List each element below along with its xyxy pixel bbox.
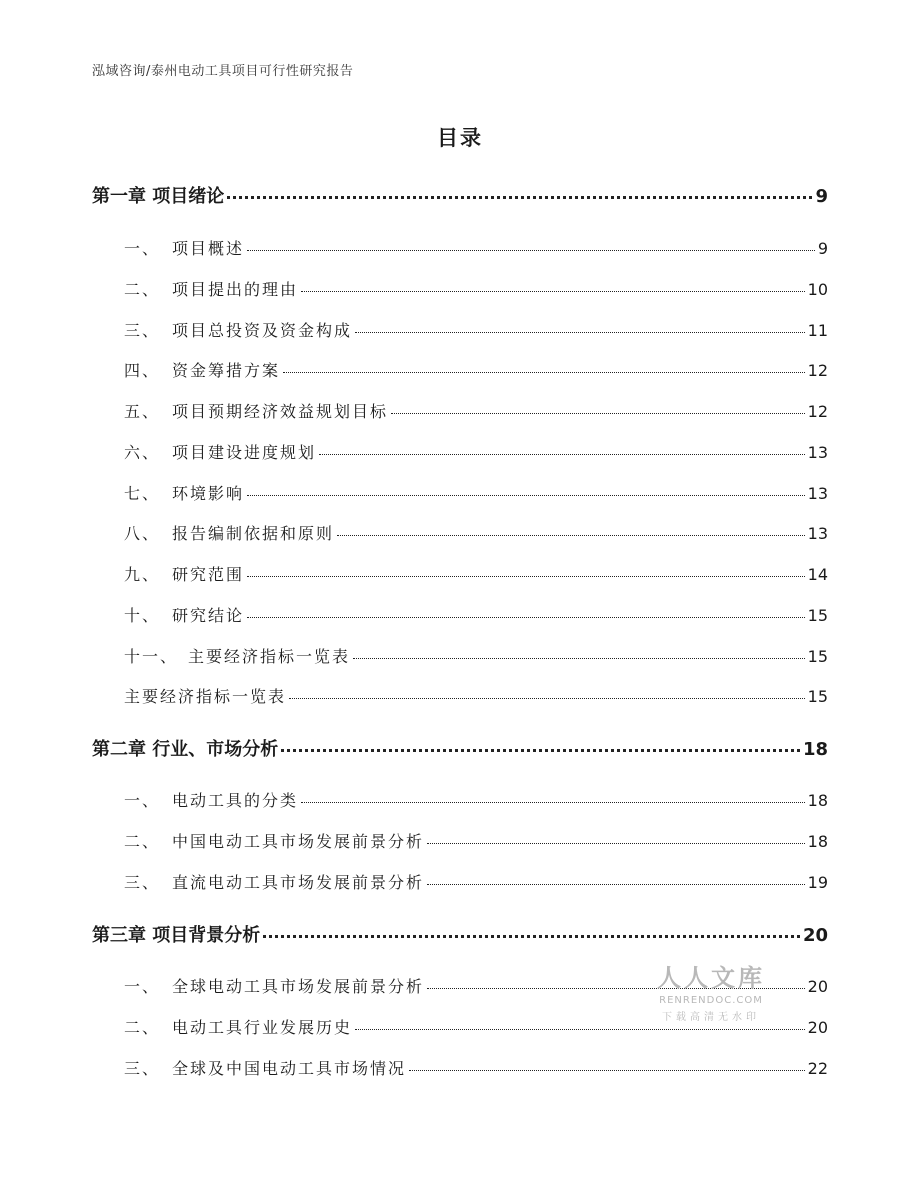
- item-label: 资金筹措方案: [172, 361, 281, 380]
- watermark: [646, 958, 776, 1023]
- item-number: 六、: [124, 443, 161, 462]
- item-number: 二、: [124, 1018, 161, 1037]
- page-number: 12: [807, 361, 828, 380]
- dot-leader: [283, 372, 805, 373]
- chapter-label: 第一章 项目绪论: [92, 186, 225, 207]
- dot-leader: [247, 576, 805, 577]
- toc-item[interactable]: [124, 603, 828, 626]
- toc-item[interactable]: [124, 318, 828, 341]
- page-number: 13: [807, 524, 828, 543]
- item-label: 直流电动工具市场发展前景分析: [172, 873, 425, 892]
- item-number: 一、: [124, 977, 161, 996]
- item-number: 三、: [124, 1059, 161, 1078]
- toc-item[interactable]: [124, 521, 828, 544]
- toc-item[interactable]: [124, 684, 828, 707]
- toc-title: 目录: [437, 126, 483, 150]
- toc-chapter-3[interactable]: [92, 921, 828, 947]
- dot-leader: [427, 843, 805, 844]
- page-number: 15: [807, 606, 828, 625]
- watermark-logo-text: 人人文库: [657, 964, 765, 992]
- dot-leader: [355, 332, 805, 333]
- running-header: 泓域咨询/泰州电动工具项目可行性研究报告: [92, 64, 354, 79]
- item-number: 二、: [124, 280, 161, 299]
- item-number: 三、: [124, 321, 161, 340]
- dot-leader: [409, 1070, 805, 1071]
- dot-leader: [319, 454, 805, 455]
- dot-leader: [247, 617, 805, 618]
- item-label: 电动工具的分类: [172, 791, 299, 810]
- item-number: 九、: [124, 565, 161, 584]
- toc-item[interactable]: [124, 788, 828, 811]
- page-number: 12: [807, 402, 828, 421]
- page-number: 18: [807, 791, 828, 810]
- page-number: 20: [802, 925, 828, 946]
- page-number: 19: [807, 873, 828, 892]
- item-number: 四、: [124, 361, 161, 380]
- watermark-subtitle: 下载高清无水印: [662, 1012, 760, 1023]
- page-number: 15: [807, 687, 828, 706]
- dot-leader: [247, 250, 815, 251]
- item-label: 研究结论: [172, 606, 245, 625]
- dot-leader: [281, 749, 800, 752]
- toc-item[interactable]: [124, 870, 828, 893]
- page-number: 22: [807, 1059, 828, 1078]
- item-label: 项目概述: [172, 239, 245, 258]
- item-label: 全球电动工具市场发展前景分析: [172, 977, 425, 996]
- dot-leader: [355, 1029, 805, 1030]
- page-number: 14: [807, 565, 828, 584]
- page-number: 18: [807, 832, 828, 851]
- toc-item[interactable]: [124, 644, 828, 667]
- toc-item[interactable]: [124, 399, 828, 422]
- item-number: 五、: [124, 402, 161, 421]
- page-number: 20: [807, 977, 828, 996]
- item-number: 三、: [124, 873, 161, 892]
- item-label: 中国电动工具市场发展前景分析: [172, 832, 425, 851]
- item-label: 主要经济指标一览表: [124, 687, 287, 706]
- dot-leader: [289, 698, 805, 699]
- item-number: 二、: [124, 832, 161, 851]
- page-number: 13: [807, 484, 828, 503]
- toc-item[interactable]: [124, 236, 828, 259]
- item-number: 十、: [124, 606, 161, 625]
- toc-item[interactable]: [124, 358, 828, 381]
- item-label: 主要经济指标一览表: [188, 647, 351, 666]
- item-label: 电动工具行业发展历史: [172, 1018, 353, 1037]
- dot-leader: [263, 935, 800, 938]
- page-number: 9: [815, 186, 828, 207]
- dot-leader: [427, 884, 805, 885]
- item-number: 一、: [124, 239, 161, 258]
- watermark-url: RENRENDOC.COM: [659, 995, 763, 1006]
- toc-item[interactable]: [124, 440, 828, 463]
- item-number: 七、: [124, 484, 161, 503]
- chapter-label: 第二章 行业、市场分析: [92, 739, 279, 760]
- dot-leader: [247, 495, 805, 496]
- toc-item[interactable]: [124, 829, 828, 852]
- page-number: 9: [817, 239, 828, 258]
- toc-item[interactable]: [124, 481, 828, 504]
- page-number: 20: [807, 1018, 828, 1037]
- toc-item[interactable]: [124, 277, 828, 300]
- page-number: 11: [807, 321, 828, 340]
- item-number: 八、: [124, 524, 161, 543]
- item-number: 一、: [124, 791, 161, 810]
- dot-leader: [337, 535, 805, 536]
- toc-chapter-2[interactable]: [92, 735, 828, 761]
- item-label: 项目预期经济效益规划目标: [172, 402, 389, 421]
- dot-leader: [227, 196, 812, 199]
- toc-item[interactable]: [124, 1056, 828, 1079]
- page-number: 10: [807, 280, 828, 299]
- dot-leader: [301, 291, 805, 292]
- item-label: 项目建设进度规划: [172, 443, 317, 462]
- item-label: 报告编制依据和原则: [172, 524, 335, 543]
- item-label: 项目总投资及资金构成: [172, 321, 353, 340]
- dot-leader: [353, 658, 805, 659]
- item-label: 研究范围: [172, 565, 245, 584]
- page-number: 13: [807, 443, 828, 462]
- toc-item[interactable]: [124, 562, 828, 585]
- chapter-label: 第三章 项目背景分析: [92, 925, 261, 946]
- item-label: 全球及中国电动工具市场情况: [172, 1059, 407, 1078]
- item-label: 项目提出的理由: [172, 280, 299, 299]
- item-label: 环境影响: [172, 484, 245, 503]
- item-number: 十一、: [124, 647, 179, 666]
- dot-leader: [301, 802, 805, 803]
- page-number: 18: [802, 739, 828, 760]
- dot-leader: [391, 413, 805, 414]
- page-number: 15: [807, 647, 828, 666]
- toc-chapter-1[interactable]: [92, 182, 828, 208]
